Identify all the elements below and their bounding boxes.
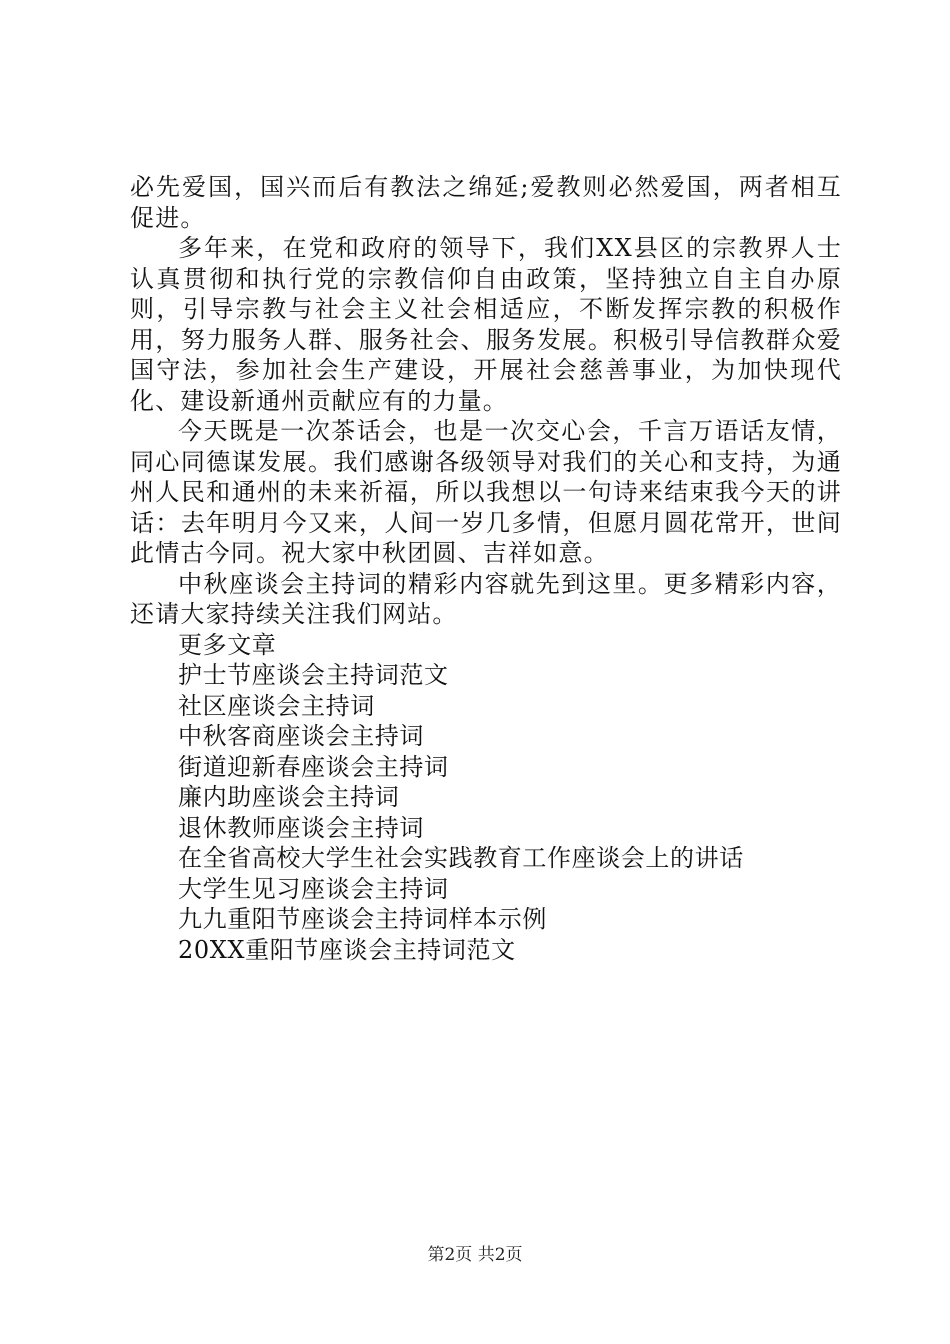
article-link[interactable]: 中秋客商座谈会主持词 [178, 722, 424, 750]
paragraph-closing: 中秋座谈会主持词的精彩内容就先到这里。更多精彩内容，还请大家持续关注我们网站。 [130, 569, 842, 628]
list-item [178, 721, 842, 752]
list-item [178, 904, 842, 935]
article-link[interactable]: 护士节座谈会主持词范文 [178, 661, 449, 689]
list-item [178, 752, 842, 783]
article-link[interactable]: 街道迎新春座谈会主持词 [178, 752, 449, 781]
article-link[interactable]: 大学生见习座谈会主持词 [178, 874, 449, 903]
paragraph-tea-party: 今天既是一次茶话会，也是一次交心会，千言万语话友情，同心同德谋发展。我们感谢各级领导对我们的关心和支持，为通州人民和通州的未来祈福，所以我想以一句诗来结束我今天的讲话：去年明月今又来，人间一岁几多情，但愿月圆花常开，世间此情古今同。祝大家中秋团圆、吉祥如意。 [130, 417, 842, 567]
list-item [178, 843, 842, 874]
paragraph-religious-work: 多年来，在党和政府的领导下，我们XX县区的宗教界人士认真贯彻和执行党的宗教信仰自由政策，坚持独立自主自办原则，引导宗教与社会主义社会相适应，不断发挥宗教的积极作用，努力服务人群、服务社会、服务发展。积极引导信教群众爱国守法，参加社会生产建设，开展社会慈善事业，为加快现代化、建设新通州贡献应有的力量。 [130, 234, 842, 415]
list-item [178, 782, 842, 813]
list-item [178, 935, 842, 966]
list-item [178, 813, 842, 844]
article-link[interactable]: 廉内助座谈会主持词 [178, 783, 400, 811]
document-body [130, 172, 842, 965]
page-number-footer: 第2页 共2页 [427, 1245, 523, 1265]
list-item [178, 874, 842, 905]
more-articles-list [130, 660, 842, 965]
paragraph-continuation: 必先爱国，国兴而后有教法之绵延;爱教则必然爱国，两者相互促进。 [130, 173, 842, 232]
article-link[interactable]: 在全省高校大学生社会实践教育工作座谈会上的讲话 [178, 844, 744, 872]
article-link[interactable]: 20XX重阳节座谈会主持词范文 [178, 935, 516, 964]
article-link[interactable]: 退休教师座谈会主持词 [178, 813, 424, 842]
list-item [178, 691, 842, 722]
article-link[interactable]: 九九重阳节座谈会主持词样本示例 [178, 905, 547, 933]
article-link[interactable]: 社区座谈会主持词 [178, 691, 375, 720]
more-articles-heading: 更多文章 [178, 630, 277, 659]
list-item [178, 660, 842, 691]
